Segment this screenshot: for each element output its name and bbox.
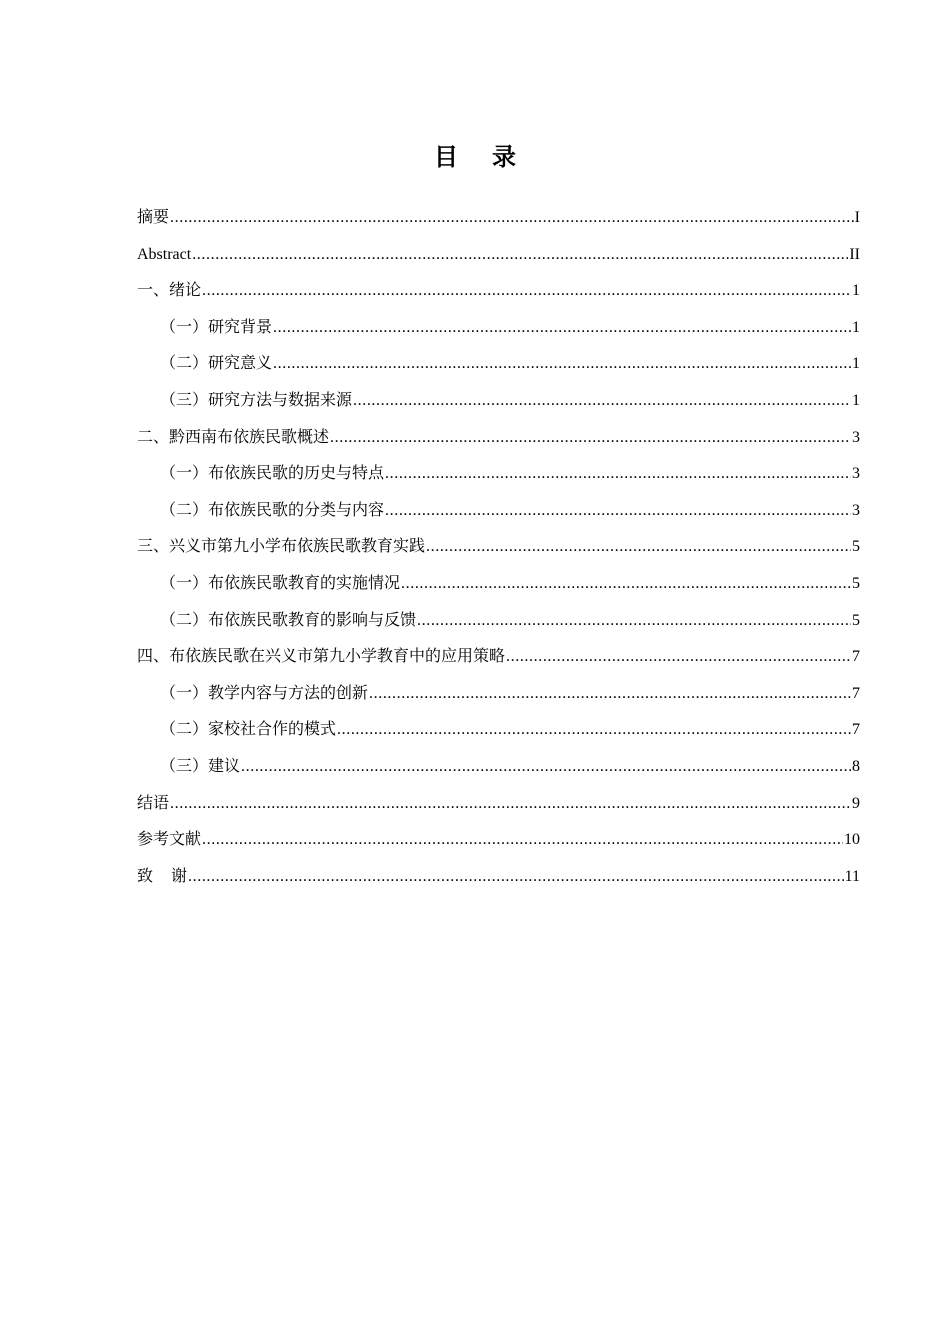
page-title: 目 录 xyxy=(434,145,530,172)
toc-dot-leader xyxy=(170,786,851,823)
toc-entry-label: 参考文献 xyxy=(137,831,202,849)
toc-dot-leader xyxy=(241,749,851,786)
toc-dot-leader xyxy=(506,639,851,676)
toc-entry-label: （二）研究意义 xyxy=(160,355,273,373)
toc-dot-leader xyxy=(385,493,851,530)
toc-dot-leader xyxy=(330,420,851,457)
toc-entry-section-1-2[interactable] xyxy=(137,346,860,383)
toc-dot-leader xyxy=(273,310,851,347)
toc-entry-label: （三）建议 xyxy=(160,757,241,775)
table-of-contents xyxy=(137,200,860,895)
toc-entry-section-1-3[interactable] xyxy=(137,383,860,420)
toc-entry-section-1-1[interactable] xyxy=(137,310,860,347)
toc-dot-leader xyxy=(353,383,851,420)
toc-dot-leader xyxy=(188,859,844,896)
toc-entry-chapter-2[interactable] xyxy=(137,420,860,457)
toc-dot-leader xyxy=(202,273,851,310)
toc-entry-label: 二、黔西南布依族民歌概述 xyxy=(137,428,330,446)
toc-entry-page: 3 xyxy=(852,428,860,446)
toc-dot-leader xyxy=(401,566,851,603)
toc-entry-page: 5 xyxy=(852,611,860,629)
toc-entry-page: 1 xyxy=(852,355,860,373)
toc-entry-page: 7 xyxy=(852,648,860,666)
toc-entry-page: 7 xyxy=(852,721,860,739)
toc-entry-label: （二）布依族民歌的分类与内容 xyxy=(160,501,385,519)
toc-entry-page: 5 xyxy=(852,574,860,592)
toc-entry-label: 四、布依族民歌在兴义市第九小学教育中的应用策略 xyxy=(137,648,506,666)
toc-entry-chapter-3[interactable] xyxy=(137,529,860,566)
toc-entry-label: （一）布依族民歌的历史与特点 xyxy=(160,465,385,483)
toc-entry-page: 1 xyxy=(852,282,860,300)
toc-entry-page: 3 xyxy=(852,465,860,483)
toc-dot-leader xyxy=(417,603,851,640)
toc-dot-leader xyxy=(426,529,851,566)
toc-entry-page: 3 xyxy=(852,501,860,519)
toc-entry-references[interactable] xyxy=(137,822,860,859)
toc-entry-abstract-cn[interactable] xyxy=(137,200,860,237)
toc-entry-page: 11 xyxy=(844,867,860,885)
toc-entry-page: 5 xyxy=(852,538,860,556)
toc-entry-page: II xyxy=(849,245,860,263)
toc-entry-section-4-1[interactable] xyxy=(137,676,860,713)
toc-entry-page: 1 xyxy=(852,391,860,409)
toc-entry-section-2-2[interactable] xyxy=(137,493,860,530)
toc-entry-page: 8 xyxy=(852,757,860,775)
toc-entry-label: Abstract xyxy=(137,245,192,263)
toc-entry-page: 10 xyxy=(844,831,860,849)
toc-entry-chapter-1[interactable] xyxy=(137,273,860,310)
toc-dot-leader xyxy=(170,200,854,237)
toc-entry-label: （二）布依族民歌教育的影响与反馈 xyxy=(160,611,417,629)
toc-dot-leader xyxy=(337,712,851,749)
toc-entry-label: 致 谢 xyxy=(137,867,188,885)
toc-entry-acknowledgements[interactable] xyxy=(137,859,860,896)
toc-entry-section-3-1[interactable] xyxy=(137,566,860,603)
toc-entry-label: 一、绪论 xyxy=(137,282,202,300)
toc-entry-label: 结语 xyxy=(137,794,170,812)
toc-dot-leader xyxy=(192,237,848,274)
toc-entry-section-2-1[interactable] xyxy=(137,456,860,493)
toc-entry-label: （一）布依族民歌教育的实施情况 xyxy=(160,574,401,592)
toc-dot-leader xyxy=(273,346,851,383)
toc-entry-conclusion[interactable] xyxy=(137,786,860,823)
toc-entry-label: （三）研究方法与数据来源 xyxy=(160,391,353,409)
toc-entry-page: 7 xyxy=(852,684,860,702)
toc-entry-page: 9 xyxy=(852,794,860,812)
toc-entry-chapter-4[interactable] xyxy=(137,639,860,676)
toc-entry-section-3-2[interactable] xyxy=(137,603,860,640)
toc-dot-leader xyxy=(369,676,851,713)
toc-entry-label: （一）研究背景 xyxy=(160,318,273,336)
toc-entry-page: 1 xyxy=(852,318,860,336)
toc-entry-label: 三、兴义市第九小学布依族民歌教育实践 xyxy=(137,538,426,556)
toc-entry-label: （二）家校社合作的模式 xyxy=(160,721,337,739)
toc-dot-leader xyxy=(202,822,843,859)
toc-entry-label: 摘要 xyxy=(137,209,170,226)
toc-dot-leader xyxy=(385,456,851,493)
toc-entry-section-4-2[interactable] xyxy=(137,712,860,749)
toc-entry-page: I xyxy=(854,209,860,226)
toc-entry-abstract-en[interactable] xyxy=(137,237,860,274)
toc-entry-section-4-3[interactable] xyxy=(137,749,860,786)
toc-entry-label: （一）教学内容与方法的创新 xyxy=(160,684,369,702)
